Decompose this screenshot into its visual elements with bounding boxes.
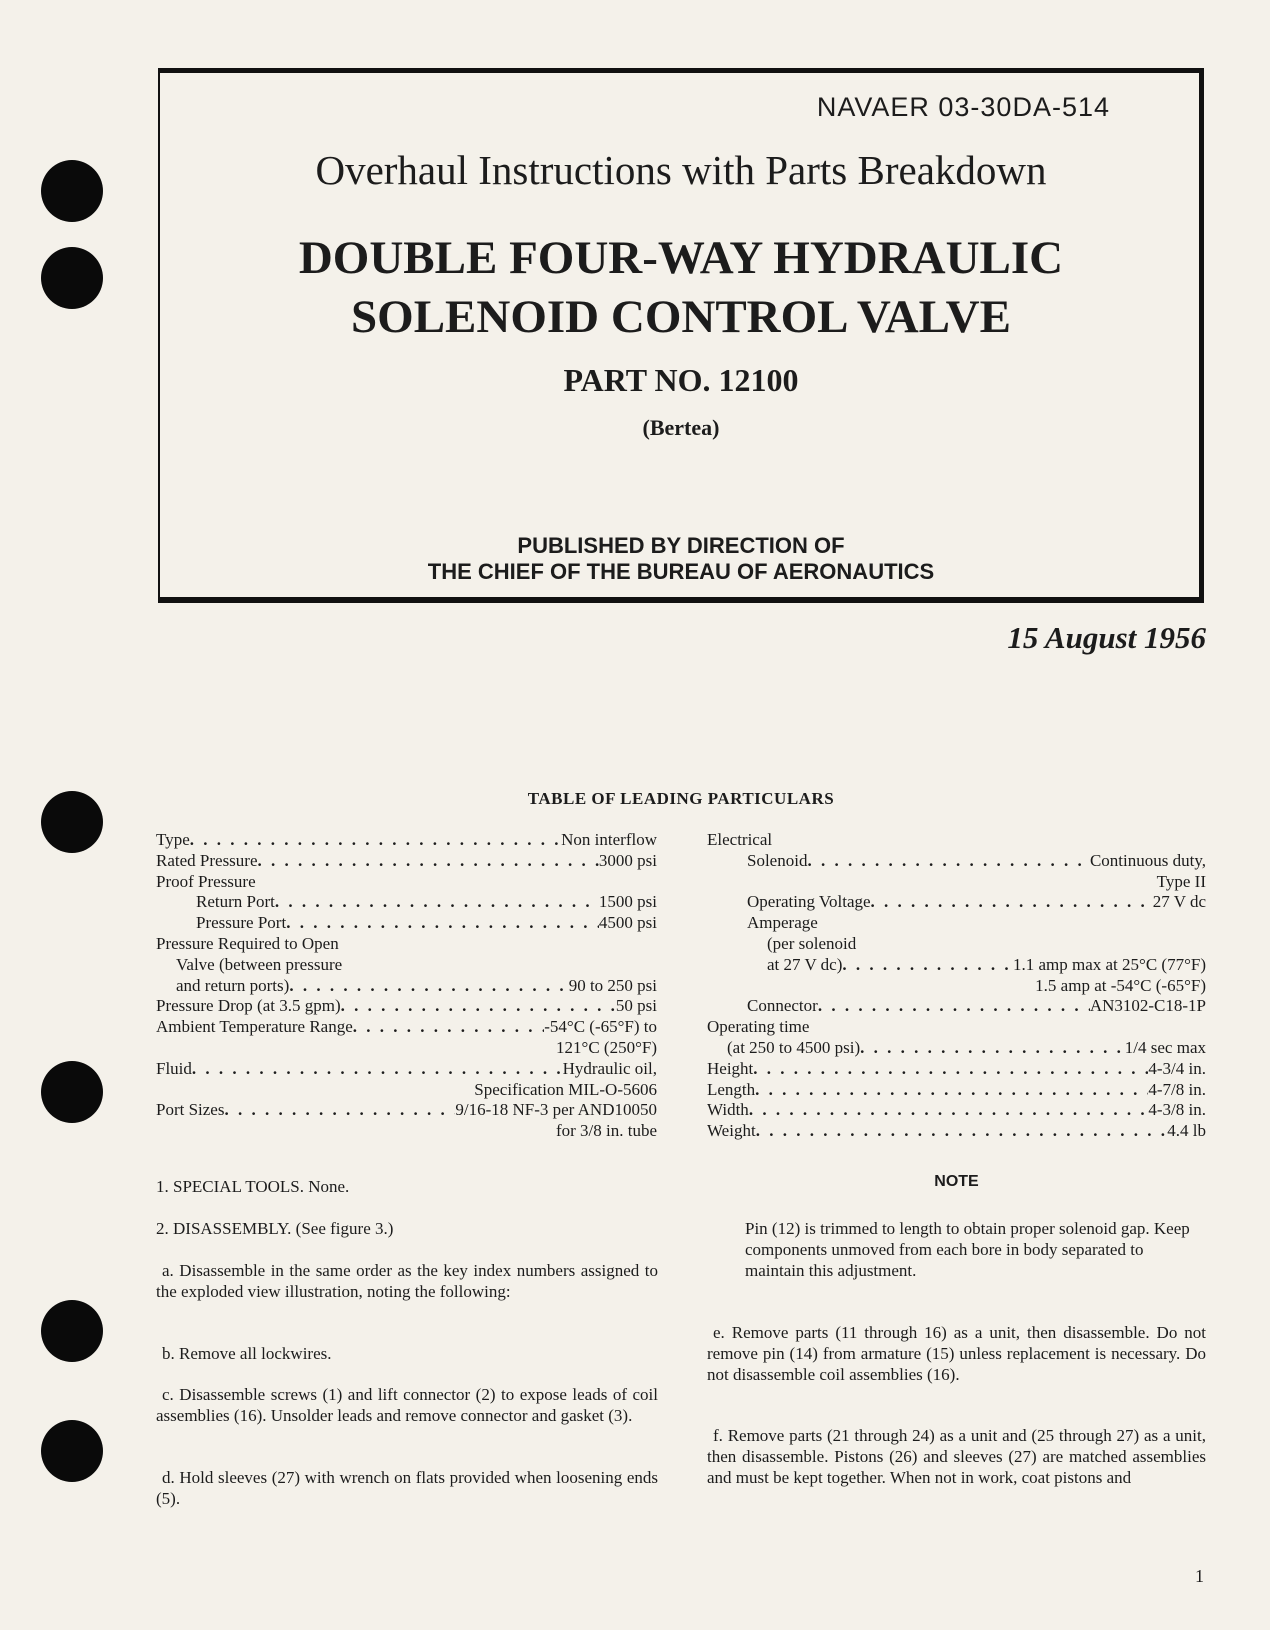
particular-label: Pressure Required to Open xyxy=(156,933,339,953)
particular-value: AN3102-C18-1P xyxy=(1089,996,1206,1016)
particular-row xyxy=(707,1017,1206,1038)
dot-leader xyxy=(871,892,1153,913)
particular-value: Hydraulic oil, xyxy=(562,1058,657,1078)
paragraph-c: c. Disassemble screws (1) and lift connector (2) to expose leads of coil assemblies (16). Unsolder leads and remove connector and gasket (3). xyxy=(156,1385,658,1425)
particular-value: 1.1 amp max at 25°C (77°F) xyxy=(1012,954,1206,974)
dot-leader xyxy=(749,1100,1149,1121)
particular-value: 121°C (250°F) xyxy=(556,1037,657,1057)
particular-label: at 27 V dc) xyxy=(767,954,843,974)
particular-row xyxy=(156,872,657,893)
dot-leader xyxy=(192,1059,563,1080)
binder-hole xyxy=(41,1300,103,1362)
particular-value: -54°C (-65°F) to xyxy=(544,1017,657,1037)
particular-value: 4-3/4 in. xyxy=(1148,1058,1206,1078)
particular-label: Rated Pressure xyxy=(156,850,258,870)
particular-row xyxy=(707,913,1206,934)
binder-hole xyxy=(41,1420,103,1482)
particular-value: 1.5 amp at -54°C (-65°F) xyxy=(1035,975,1206,995)
document-number: NAVAER 03-30DA-514 xyxy=(816,92,1110,122)
particular-value: Non interflow xyxy=(561,830,657,849)
dot-leader xyxy=(258,851,599,872)
particular-label: Proof Pressure xyxy=(156,871,256,891)
manufacturer: (Bertea) xyxy=(642,415,720,440)
dot-leader xyxy=(286,913,599,934)
particular-row xyxy=(156,934,657,955)
published-line-2: THE CHIEF OF THE BUREAU OF AERONAUTICS xyxy=(427,559,935,584)
binder-hole xyxy=(41,1061,103,1123)
particular-row xyxy=(156,976,657,997)
particular-row xyxy=(707,830,1206,851)
particulars-left-column xyxy=(156,830,657,1142)
particular-label: Length xyxy=(707,1079,756,1099)
publication-date: 15 August 1956 xyxy=(1007,620,1206,655)
note-title: NOTE xyxy=(934,1173,979,1190)
binder-hole xyxy=(41,247,103,309)
particular-row xyxy=(156,913,657,934)
particular-label: Pressure Drop (at 3.5 gpm) xyxy=(156,996,341,1016)
particular-value: 4-7/8 in. xyxy=(1148,1079,1206,1099)
dot-leader xyxy=(353,1017,544,1038)
paragraph-e: e. Remove parts (11 through 16) as a unit, then disassemble. Do not remove pin (14) from armature (15) unless replacement is necessary. Do not disassemble coil assemblies (16). xyxy=(707,1323,1206,1384)
particular-row xyxy=(156,1100,657,1121)
particular-label: Port Sizes xyxy=(156,1100,225,1120)
paragraph-a: a. Disassemble in the same order as the key index numbers assigned to the exploded view illustration, noting the following: xyxy=(156,1261,658,1301)
particular-label: Valve (between pressure xyxy=(176,954,343,974)
particular-label: (at 250 to 4500 psi) xyxy=(727,1037,861,1057)
particular-row xyxy=(707,1100,1206,1121)
particular-row xyxy=(156,996,657,1017)
particular-row xyxy=(707,1038,1206,1059)
particular-label: Electrical xyxy=(707,830,773,849)
particular-label: Ambient Temperature Range xyxy=(156,1017,353,1037)
particular-row xyxy=(707,1059,1206,1080)
particular-row xyxy=(156,851,657,872)
paragraph-d: d. Hold sleeves (27) with wrench on flats provided when loosening ends (5). xyxy=(156,1468,658,1508)
particular-label: Amperage xyxy=(747,913,818,933)
particular-value: 1/4 sec max xyxy=(1124,1037,1206,1057)
published-line-1: PUBLISHED BY DIRECTION OF xyxy=(517,533,845,558)
particular-row xyxy=(156,1059,657,1080)
binder-hole xyxy=(41,791,103,853)
dot-leader xyxy=(224,1100,455,1121)
particular-value: 9/16-18 NF-3 per AND10050 xyxy=(455,1100,657,1120)
particular-value: 4-3/8 in. xyxy=(1148,1100,1206,1120)
particular-label: Type xyxy=(156,830,190,849)
particular-row xyxy=(156,1038,657,1059)
paragraph-f: f. Remove parts (21 through 24) as a unit and (25 through 27) as a unit, then disassemble. Pistons (26) and sleeves (27) are matched assemblies and must be kept together. When not in work, coat pistons and xyxy=(707,1426,1206,1487)
subject-line-2: SOLENOID CONTROL VALVE xyxy=(351,291,1011,343)
particular-value: 1500 psi xyxy=(598,892,657,912)
particular-row xyxy=(156,892,657,913)
particular-label: Width xyxy=(707,1100,749,1120)
particular-label: and return ports) xyxy=(176,975,290,995)
particular-label: Operating time xyxy=(707,1017,810,1037)
particular-row xyxy=(707,851,1206,872)
particular-label: Height xyxy=(707,1058,754,1078)
dot-leader xyxy=(842,955,1013,976)
note-text: Pin (12) is trimmed to length to obtain proper solenoid gap. Keep components unmoved from each bore in body separated to maintain this adjustment. xyxy=(745,1219,1190,1280)
page-number: 1 xyxy=(1195,1566,1204,1586)
particular-value: 27 V dc xyxy=(1152,892,1206,912)
particular-row xyxy=(156,830,657,851)
particular-label: (per solenoid xyxy=(767,933,857,953)
section-special-tools: 1. SPECIAL TOOLS. None. xyxy=(156,1177,350,1196)
table-title: TABLE OF LEADING PARTICULARS xyxy=(527,789,835,808)
particular-row xyxy=(156,955,657,976)
particular-row xyxy=(707,892,1206,913)
section-disassembly: 2. DISASSEMBLY. (See figure 3.) xyxy=(156,1219,394,1238)
particular-value: Specification MIL-O-5606 xyxy=(474,1079,657,1099)
dot-leader xyxy=(190,830,561,851)
particular-value: for 3/8 in. tube xyxy=(555,1121,657,1141)
dot-leader xyxy=(275,892,599,913)
dot-leader xyxy=(341,996,616,1017)
document-title: Overhaul Instructions with Parts Breakdown xyxy=(315,147,1047,193)
particular-row xyxy=(707,934,1206,955)
particular-label: Weight xyxy=(707,1121,756,1141)
particular-label: Solenoid xyxy=(747,850,808,870)
particular-value: 3000 psi xyxy=(598,850,657,870)
particular-row xyxy=(707,955,1206,976)
particular-label: Return Port xyxy=(196,892,275,912)
particular-row xyxy=(156,1017,657,1038)
particular-value: Continuous duty, xyxy=(1089,850,1206,870)
dot-leader xyxy=(756,1121,1168,1142)
dot-leader xyxy=(807,851,1090,872)
particular-row xyxy=(707,996,1206,1017)
particular-row xyxy=(707,976,1206,997)
particular-value: 4500 psi xyxy=(598,913,657,933)
particular-label: Pressure Port xyxy=(196,913,287,933)
particular-value: Type II xyxy=(1156,871,1206,891)
particular-row xyxy=(707,1080,1206,1101)
dot-leader xyxy=(755,1080,1148,1101)
particulars-right-column xyxy=(707,830,1206,1142)
particular-value: 90 to 250 psi xyxy=(568,975,657,995)
binder-hole xyxy=(41,160,103,222)
part-number: PART NO. 12100 xyxy=(563,362,799,398)
particular-row xyxy=(156,1121,657,1142)
dot-leader xyxy=(818,996,1090,1017)
particular-row xyxy=(707,872,1206,893)
dot-leader xyxy=(860,1038,1125,1059)
particular-value: 4.4 lb xyxy=(1167,1121,1206,1141)
dot-leader xyxy=(289,976,568,997)
particular-label: Connector xyxy=(747,996,818,1016)
particular-row xyxy=(707,1121,1206,1142)
particular-value: 50 psi xyxy=(615,996,657,1016)
subject-line-1: DOUBLE FOUR-WAY HYDRAULIC xyxy=(298,232,1064,284)
particular-label: Fluid xyxy=(156,1058,192,1078)
dot-leader xyxy=(753,1059,1148,1080)
particular-row xyxy=(156,1080,657,1101)
paragraph-b: b. Remove all lockwires. xyxy=(162,1344,332,1363)
particular-label: Operating Voltage xyxy=(747,892,871,912)
